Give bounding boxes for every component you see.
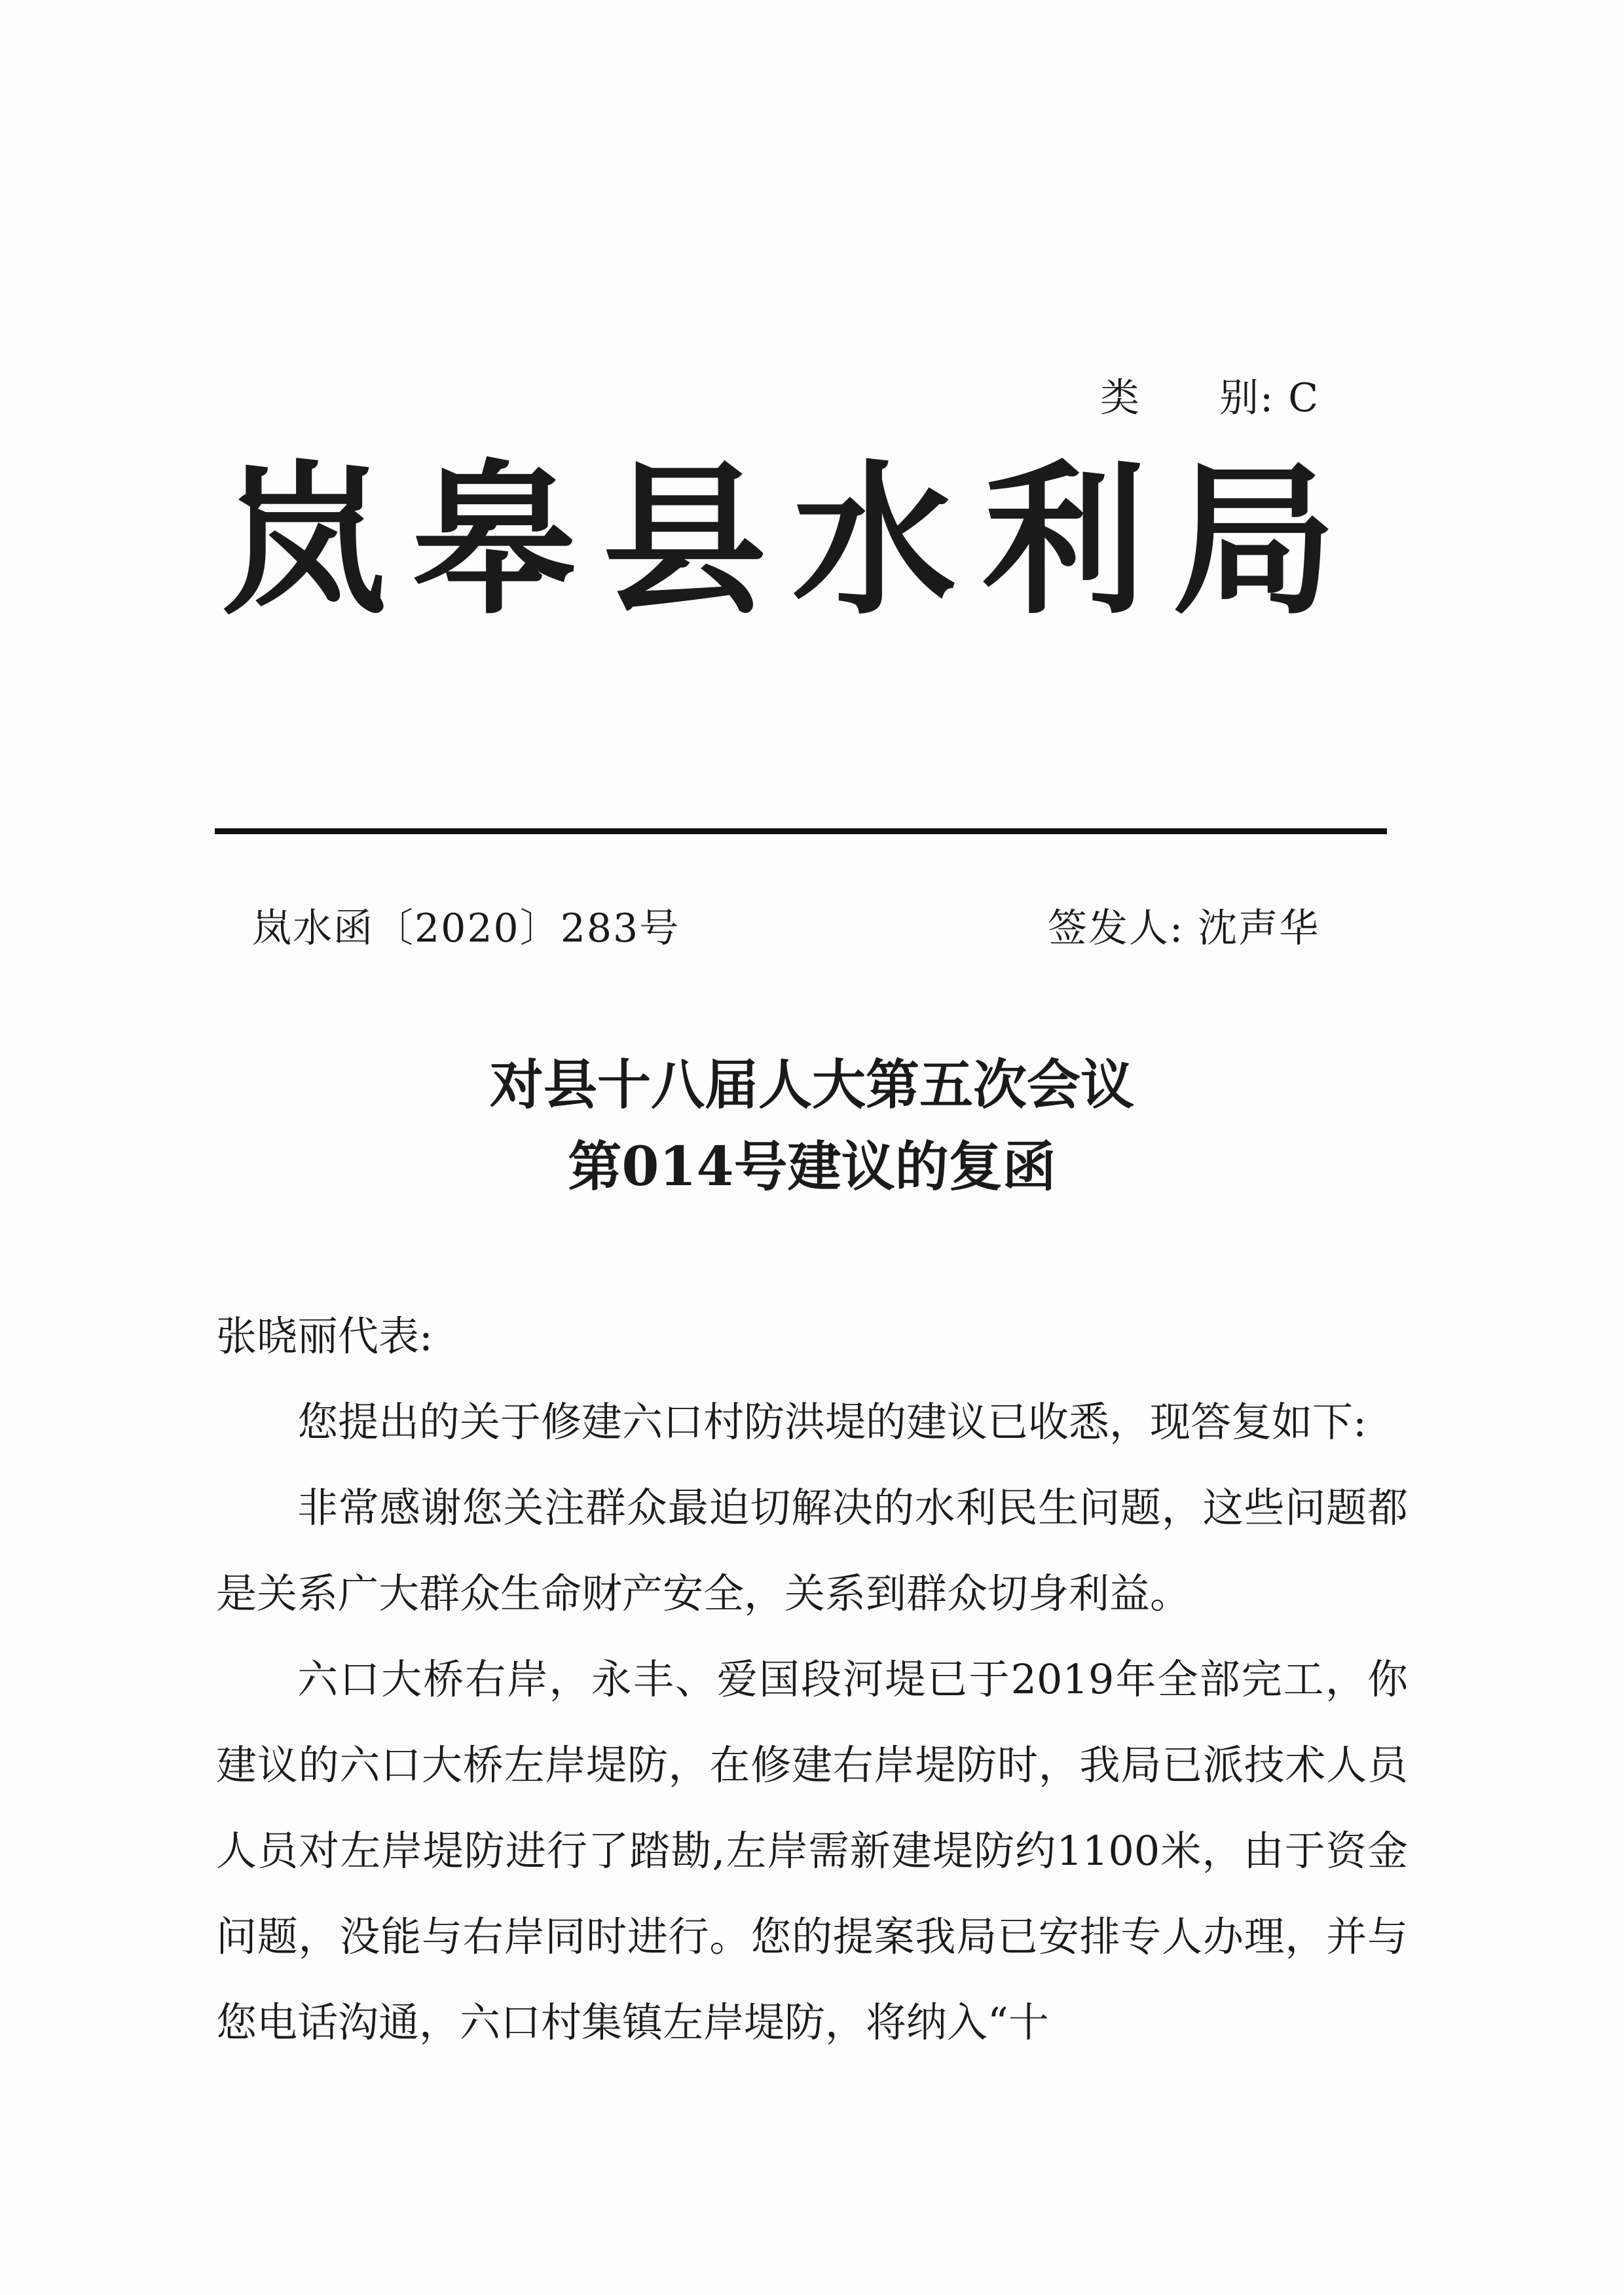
category-label-part2: 别: <box>1219 375 1275 421</box>
masthead-title: 岚皋县水利局 <box>223 444 1362 636</box>
document-number: 岚水函〔2020〕283号 <box>252 906 680 951</box>
paragraph-1: 您提出的关于修建六口村防洪堤的建议已收悉，现答复如下: <box>297 1398 1367 1446</box>
category-label-part1: 类 <box>1100 375 1141 421</box>
paragraph-2: 非常感谢您关注群众最迫切解决的水利民生问题，这些问题都是关系广大群众生命财产安全，关系到群众切身利益。 <box>216 1484 1408 1617</box>
document-title <box>0 1044 1624 1208</box>
salutation: 张晓丽代表: <box>216 1312 433 1360</box>
title-line-1: 对县十八届人大第五次会议 <box>489 1054 1134 1116</box>
signer: 签发人: 沈声华 <box>1048 906 1320 951</box>
category-value: C <box>1288 375 1320 421</box>
title-line-2: 第014号建议的复函 <box>568 1135 1056 1198</box>
masthead-divider <box>215 828 1387 834</box>
document-body <box>216 1293 1408 2065</box>
category-label <box>1100 367 1320 423</box>
paragraph-3: 六口大桥右岸，永丰、爱国段河堤已于2019年全部完工，你建议的六口大桥左岸堤防，在修建右岸堤防时，我局已派技术人员人员对左岸堤防进行了踏勘,左岸需新建堤防约1100米，由于资金问题，没能与右岸同时进行。您的提案我局已安排专人办理，并与您电话沟通，六口村集镇左岸堤防，将纳入“十 <box>216 1655 1408 2046</box>
